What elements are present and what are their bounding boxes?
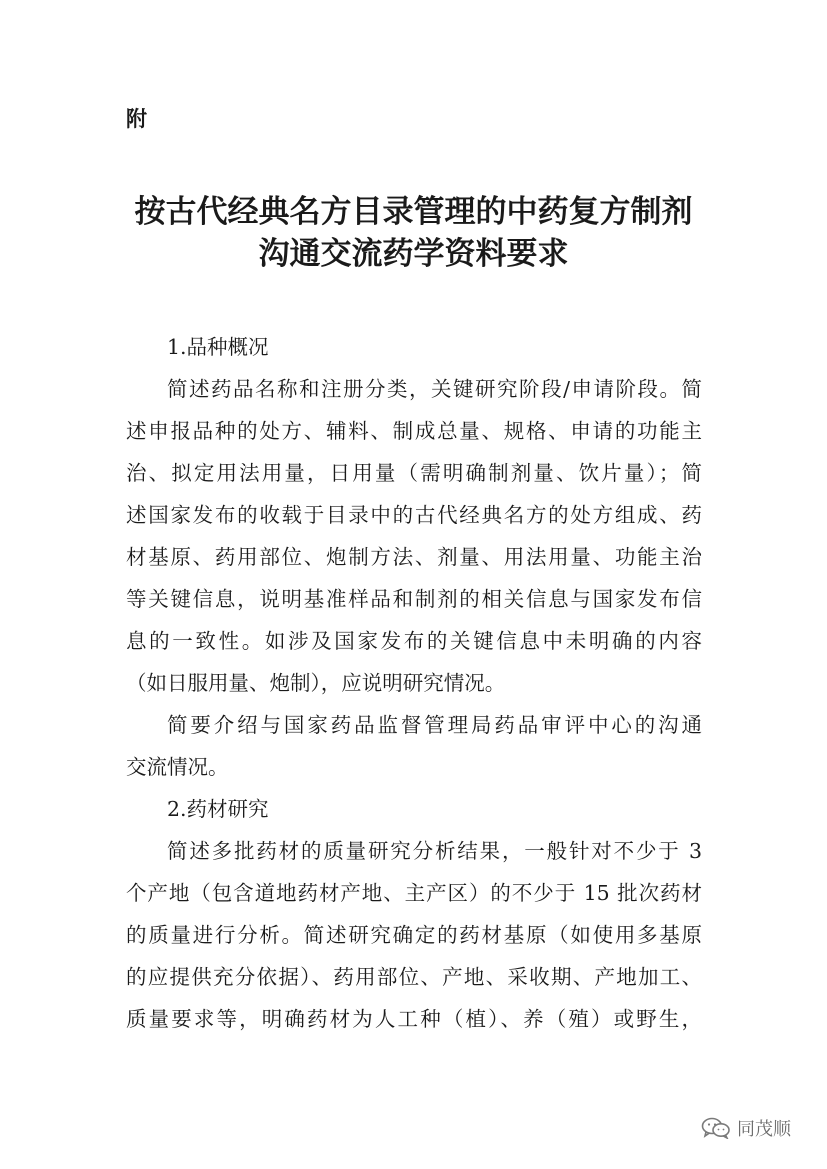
document-title-line2: 沟通交流药学资料要求 <box>258 236 569 272</box>
paragraph <box>126 830 702 1040</box>
watermark <box>701 1115 791 1141</box>
paragraph-line: 述申报品种的处方、辅料、制成总量、规格、申请的功能主 <box>126 419 702 443</box>
paragraph <box>126 704 702 788</box>
paragraph-line: 等关键信息，说明基准样品和制剂的相关信息与国家发布信 <box>126 587 702 611</box>
section-heading: 1.品种概况 <box>167 335 269 359</box>
document-body <box>126 326 702 1040</box>
paragraph-line: 的质量进行分析。简述研究确定的药材基原（如使用多基原 <box>126 923 702 947</box>
watermark-text: 同茂顺 <box>737 1119 791 1140</box>
paragraph-line: 交流情况。 <box>126 755 229 779</box>
paragraph-line: 治、拟定用法用量，日用量（需明确制剂量、饮片量）；简 <box>126 461 702 485</box>
paragraph-line: 述国家发布的收载于目录中的古代经典名方的处方组成、药 <box>126 503 702 527</box>
wechat-icon <box>701 1117 731 1139</box>
paragraph-line: 简要介绍与国家药品监督管理局药品审评中心的沟通 <box>167 713 702 737</box>
paragraph-line: 材基原、药用部位、炮制方法、剂量、用法用量、功能主治 <box>126 545 702 569</box>
attachment-label: 附 <box>126 106 147 131</box>
paragraph-line: 简述药品名称和注册分类，关键研究阶段/申请阶段。简 <box>167 377 702 401</box>
paragraph-line: 息的一致性。如涉及国家发布的关键信息中未明确的内容 <box>126 629 702 653</box>
document-title-line1: 按古代经典名方目录管理的中药复方制剂 <box>134 194 693 230</box>
paragraph-line: 简述多批药材的质量研究分析结果，一般针对不少于 3 <box>167 839 702 863</box>
paragraph-line: 质量要求等，明确药材为人工种（植）、养（殖）或野生， <box>126 1007 702 1031</box>
paragraph <box>126 368 702 704</box>
section-heading: 2.药材研究 <box>167 797 269 821</box>
paragraph-line: （如日服用量、炮制），应说明研究情况。 <box>126 671 506 695</box>
paragraph-line: 个产地（包含道地药材产地、主产区）的不少于 15 批次药材 <box>126 881 702 905</box>
paragraph-line: 的应提供充分依据）、药用部位、产地、采收期、产地加工、 <box>126 965 702 989</box>
